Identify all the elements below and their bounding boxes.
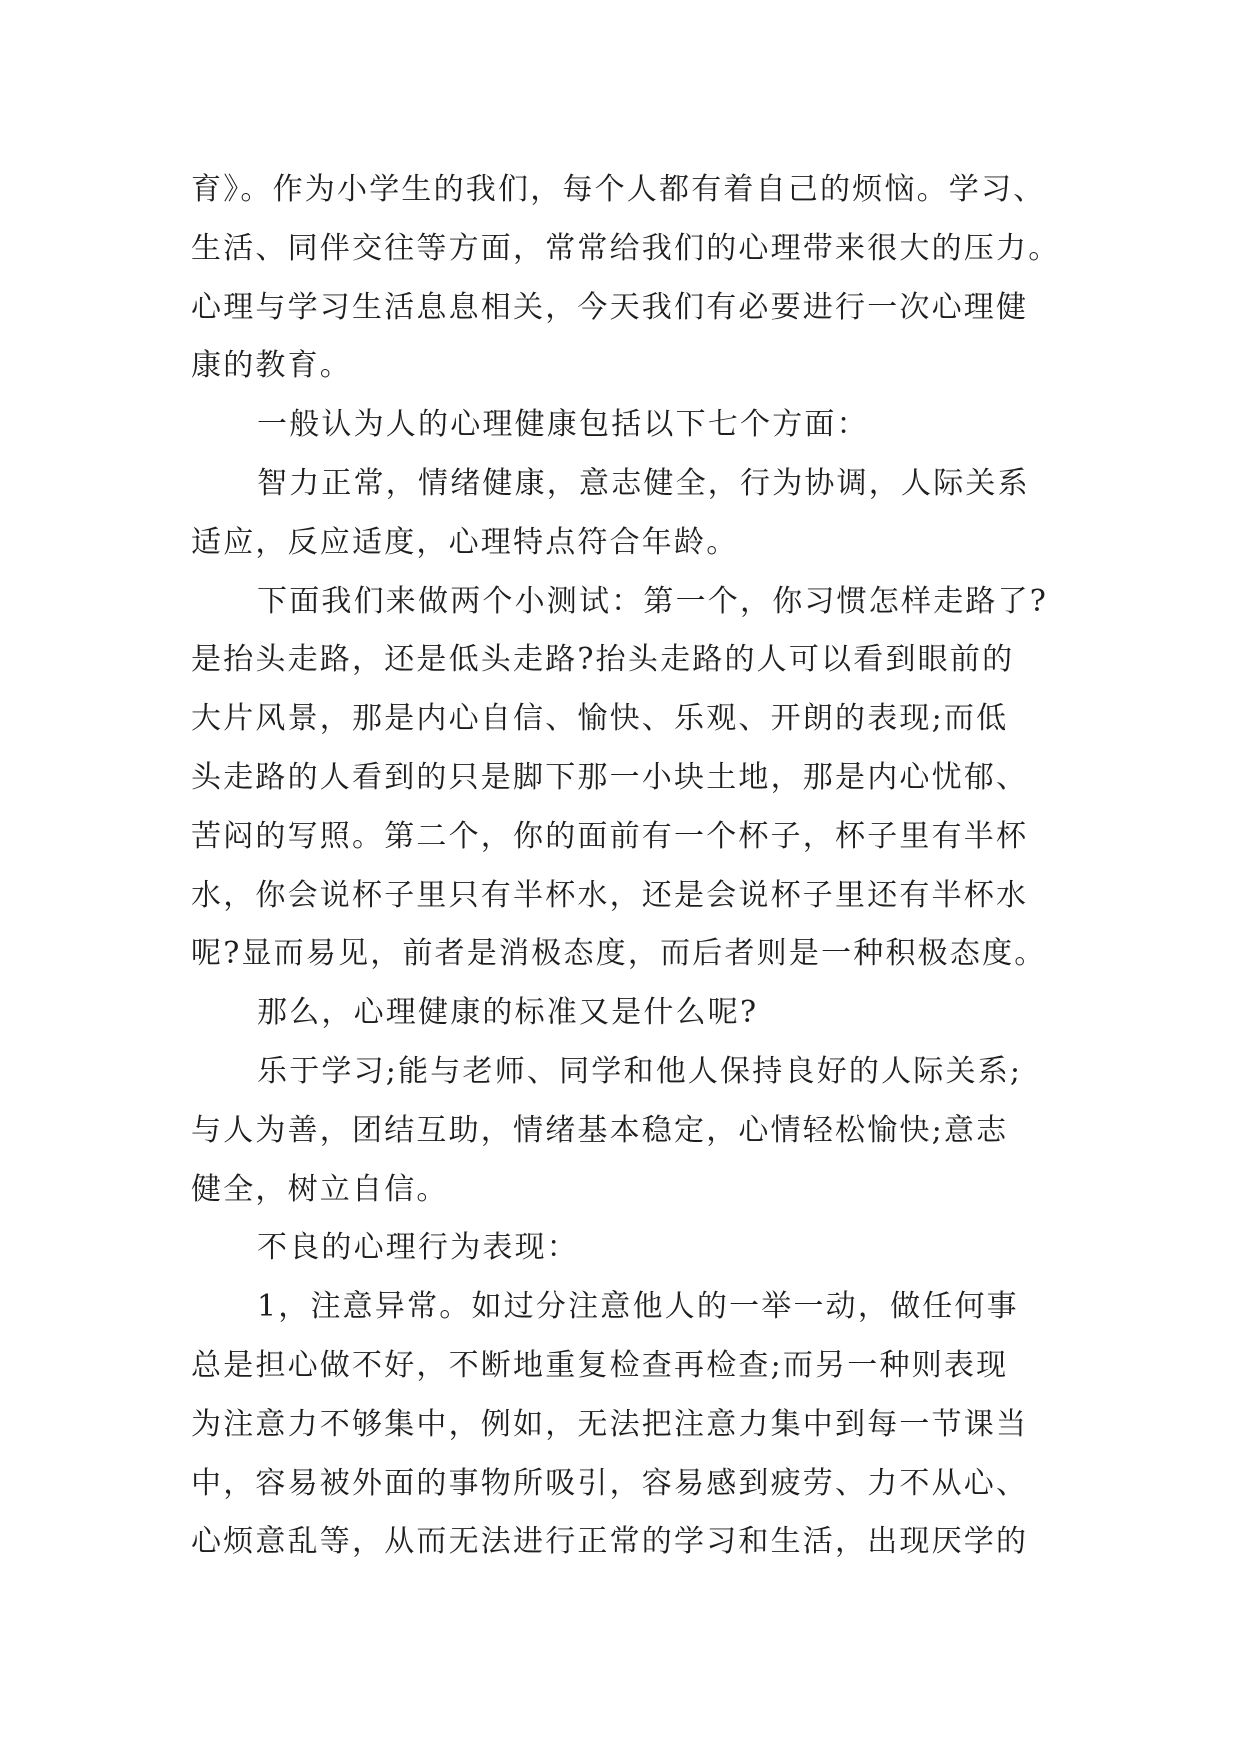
text-line: 育》。作为小学生的我们，每个人都有着自己的烦恼。学习、 (191, 172, 1046, 207)
text-line: 与人为善，团结互助，情绪基本稳定，心情轻松愉快;意志 (191, 1112, 1009, 1148)
paragraph-first-line: 智力正常，情绪健康，意志健全，行为协调，人际关系 (257, 465, 1030, 501)
text-line: 健全，树立自信。 (191, 1171, 449, 1207)
text-line: 中，容易被外面的事物所吸引，容易感到疲劳、力不从心、 (191, 1465, 1029, 1501)
text-line: 为注意力不够集中，例如，无法把注意力集中到每一节课当 (191, 1406, 1029, 1442)
text-line: 是抬头走路，还是低头走路?抬头走路的人可以看到眼前的 (191, 642, 1015, 678)
paragraph-first-line: 1，注意异常。如过分注意他人的一举一动，做任何事 (257, 1289, 1019, 1325)
paragraph-first-line: 那么，心理健康的标准又是什么呢? (257, 995, 759, 1031)
text-line: 适应，反应适度，心理特点符合年龄。 (191, 524, 739, 560)
body-text (191, 161, 1071, 1572)
text-line: 大片风景，那是内心自信、愉快、乐观、开朗的表现;而低 (191, 701, 1009, 737)
text-line: 总是担心做不好，不断地重复检查再检查;而另一种则表现 (191, 1347, 1009, 1383)
text-line: 头走路的人看到的只是脚下那一小块土地，那是内心忧郁、 (191, 759, 1029, 795)
text-line: 康的教育。 (191, 348, 352, 384)
paragraph-first-line: 不良的心理行为表现： (257, 1230, 579, 1266)
text-line: 心烦意乱等，从而无法进行正常的学习和生活，出现厌学的 (191, 1524, 1029, 1560)
text-line: 水，你会说杯子里只有半杯水，还是会说杯子里还有半杯水 (191, 877, 1029, 913)
paragraph-first-line: 乐于学习;能与老师、同学和他人保持良好的人际关系; (257, 1053, 1023, 1089)
text-line: 心理与学习生活息息相关，今天我们有必要进行一次心理健 (191, 289, 1029, 325)
paragraph-first-line: 下面我们来做两个小测试：第一个，你习惯怎样走路了? (257, 583, 1049, 619)
text-line: 生活、同伴交往等方面，常常给我们的心理带来很大的压力。 (191, 230, 1061, 266)
paragraph-first-line: 一般认为人的心理健康包括以下七个方面： (257, 407, 869, 443)
text-line: 苦闷的写照。第二个，你的面前有一个杯子，杯子里有半杯 (191, 818, 1029, 854)
text-line: 呢?显而易见，前者是消极态度，而后者则是一种积极态度。 (191, 936, 1047, 972)
